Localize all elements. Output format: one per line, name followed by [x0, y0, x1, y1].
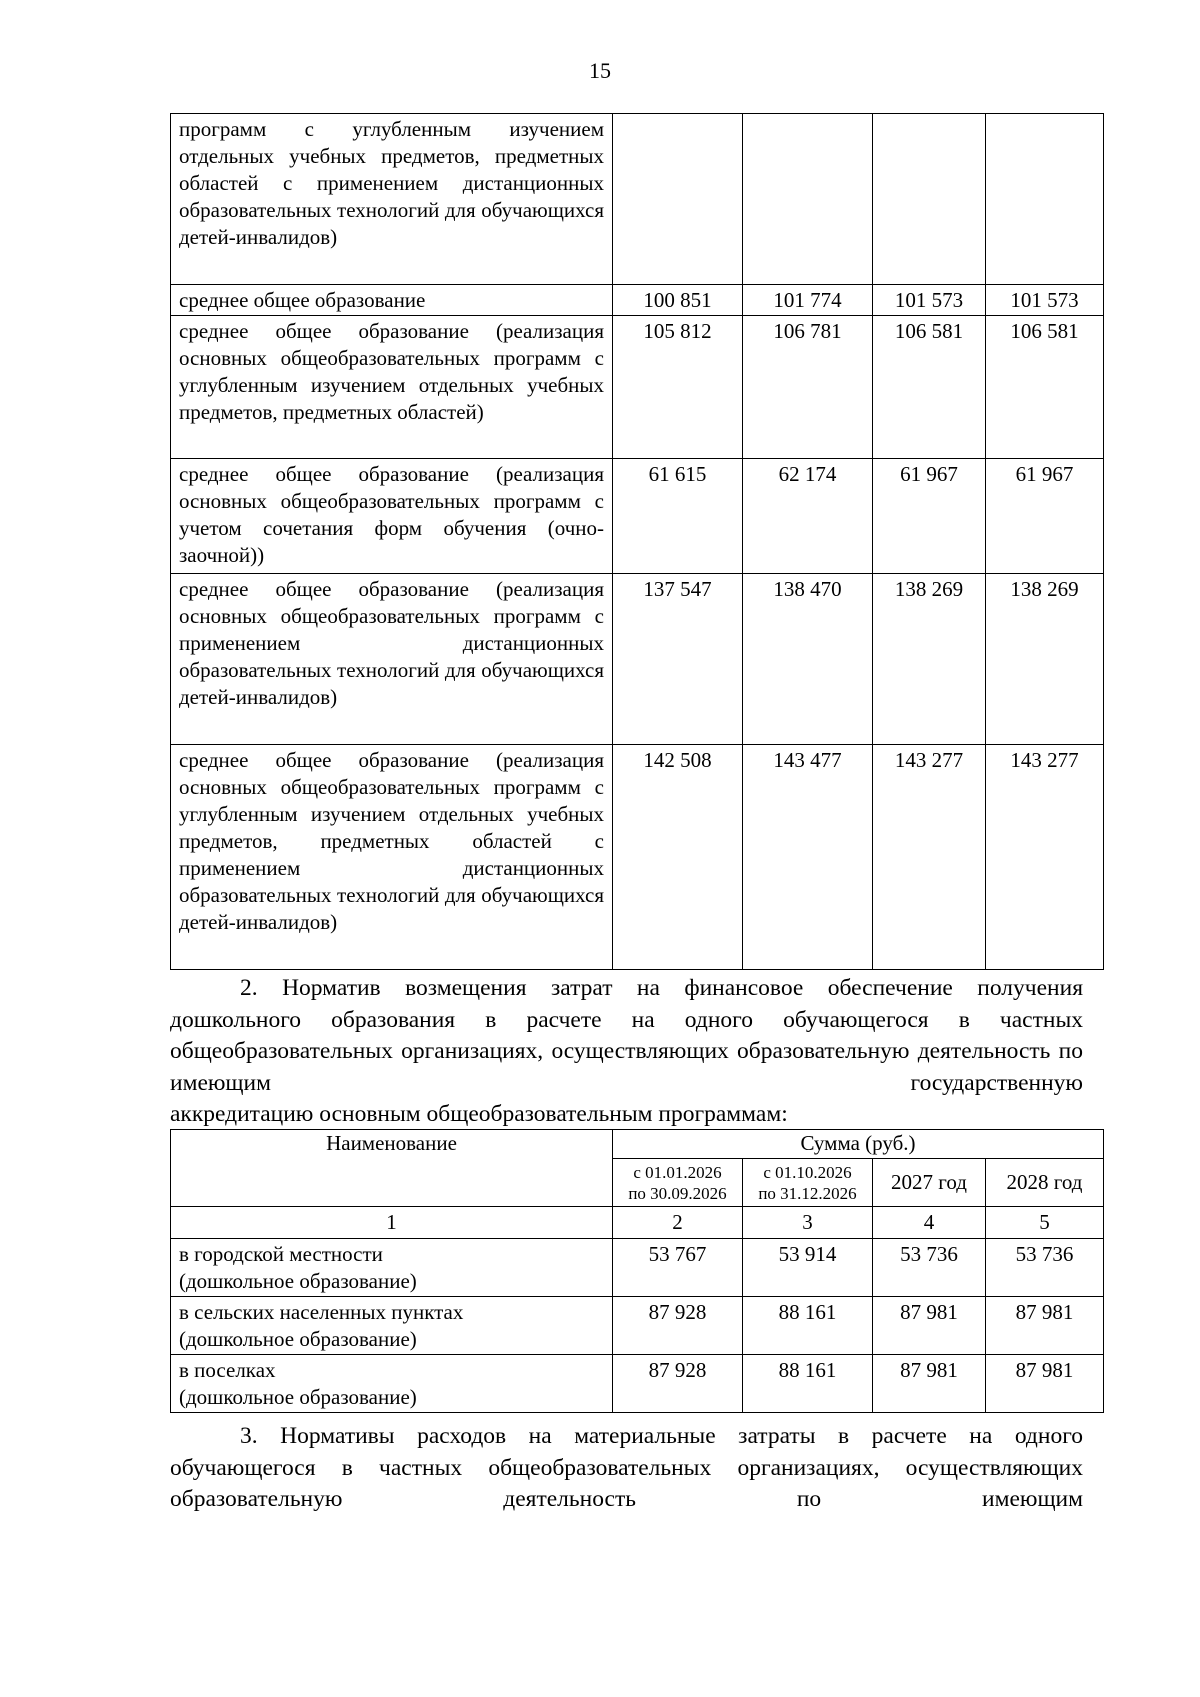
table-row	[171, 285, 1104, 316]
preschool-norms-table	[170, 1129, 1104, 1413]
value-cell: 142 508	[613, 745, 743, 970]
value-cell: 106 581	[986, 316, 1104, 459]
row-description: среднее общее образование	[171, 285, 613, 316]
value-cell	[873, 114, 986, 285]
column-number: 1	[171, 1207, 613, 1239]
row-label	[171, 1355, 613, 1413]
value-cell: 138 470	[743, 574, 873, 745]
value-cell	[986, 114, 1104, 285]
value-cell: 138 269	[873, 574, 986, 745]
value-cell: 62 174	[743, 459, 873, 574]
header-period-2	[743, 1159, 873, 1207]
table-row	[171, 114, 1104, 285]
section-3-text: 3. Нормативы расходов на материальные затраты в расчете на одного обучающегося в частных общеобразовательных организациях, осуществляющих образовательную деятельность по имеющим	[170, 1423, 1083, 1512]
table-row	[171, 1297, 1104, 1355]
value-cell: 87 981	[986, 1297, 1104, 1355]
value-cell: 105 812	[613, 316, 743, 459]
table-row	[171, 574, 1104, 745]
row-label	[171, 1297, 613, 1355]
row-label-line: (дошкольное образование)	[179, 1269, 417, 1293]
value-cell: 53 736	[873, 1239, 986, 1297]
value-cell: 87 981	[986, 1355, 1104, 1413]
column-number: 5	[986, 1207, 1104, 1239]
value-cell: 53 736	[986, 1239, 1104, 1297]
value-cell: 87 981	[873, 1297, 986, 1355]
table-header-row	[171, 1130, 1104, 1159]
table-row	[171, 1239, 1104, 1297]
row-label-line: (дошкольное образование)	[179, 1385, 417, 1409]
value-cell: 100 851	[613, 285, 743, 316]
table-row	[171, 745, 1104, 970]
header-year-2027: 2027 год	[873, 1159, 986, 1207]
value-cell: 143 277	[986, 745, 1104, 970]
column-number: 2	[613, 1207, 743, 1239]
header-period-1	[613, 1159, 743, 1207]
norms-table-continued	[170, 113, 1104, 970]
row-description: среднее общее образование (реализация основных общеобразовательных программ с применением дистанционных образовательных технологий для обучающихся детей-инвалидов)	[171, 574, 613, 745]
value-cell: 137 547	[613, 574, 743, 745]
row-label-line: (дошкольное образование)	[179, 1327, 417, 1351]
value-cell: 101 573	[873, 285, 986, 316]
value-cell: 143 477	[743, 745, 873, 970]
row-label-line: в поселках	[179, 1358, 276, 1382]
value-cell: 106 781	[743, 316, 873, 459]
value-cell	[743, 114, 873, 285]
page-number: 15	[589, 58, 611, 83]
value-cell: 143 277	[873, 745, 986, 970]
value-cell: 61 967	[986, 459, 1104, 574]
value-cell: 61 967	[873, 459, 986, 574]
column-number: 3	[743, 1207, 873, 1239]
table-row	[171, 459, 1104, 574]
section-2-paragraph	[170, 973, 1083, 1131]
value-cell: 106 581	[873, 316, 986, 459]
row-description: среднее общее образование (реализация основных общеобразовательных программ с углубленным изучением отдельных учебных предметов, предметных областей с применением дистанционных образовательных технологий для обучающихся детей-инвалидов)	[171, 745, 613, 970]
value-cell: 88 161	[743, 1355, 873, 1413]
value-cell	[613, 114, 743, 285]
row-description: среднее общее образование (реализация основных общеобразовательных программ с учетом сочетания форм обучения (очно-заочной))	[171, 459, 613, 574]
row-description: программ с углубленным изучением отдельных учебных предметов, предметных областей с применением дистанционных образовательных технологий для обучающихся детей-инвалидов)	[171, 114, 613, 285]
row-description: среднее общее образование (реализация основных общеобразовательных программ с углубленным изучением отдельных учебных предметов, предметных областей)	[171, 316, 613, 459]
section-3-paragraph	[170, 1421, 1083, 1516]
section-2-text-last: аккредитацию основным общеобразовательным программам:	[170, 1101, 788, 1127]
value-cell: 138 269	[986, 574, 1104, 745]
period-2-start: с 01.10.2026	[763, 1162, 852, 1182]
value-cell: 53 767	[613, 1239, 743, 1297]
value-cell: 101 774	[743, 285, 873, 316]
value-cell: 87 981	[873, 1355, 986, 1413]
value-cell: 61 615	[613, 459, 743, 574]
header-year-2028: 2028 год	[986, 1159, 1104, 1207]
table-row	[171, 316, 1104, 459]
value-cell: 53 914	[743, 1239, 873, 1297]
period-1-end: по 30.09.2026	[628, 1183, 727, 1203]
value-cell: 87 928	[613, 1355, 743, 1413]
table-row	[171, 1355, 1104, 1413]
row-label-line: в городской местности	[179, 1242, 383, 1266]
row-label	[171, 1239, 613, 1297]
value-cell: 101 573	[986, 285, 1104, 316]
header-sum: Сумма (руб.)	[613, 1130, 1104, 1159]
column-numbers-row	[171, 1207, 1104, 1239]
value-cell: 88 161	[743, 1297, 873, 1355]
header-name: Наименование	[171, 1130, 613, 1207]
row-label-line: в сельских населенных пунктах	[179, 1300, 464, 1324]
period-2-end: по 31.12.2026	[758, 1183, 857, 1203]
column-number: 4	[873, 1207, 986, 1239]
section-2-text: 2. Норматив возмещения затрат на финансовое обеспечение получения дошкольного образования в расчете на одного обучающегося в частных общеобразовательных организациях, осуществляющих образовательную деятельность по имеющим государственную	[170, 975, 1083, 1096]
period-1-start: с 01.01.2026	[633, 1162, 722, 1182]
value-cell: 87 928	[613, 1297, 743, 1355]
